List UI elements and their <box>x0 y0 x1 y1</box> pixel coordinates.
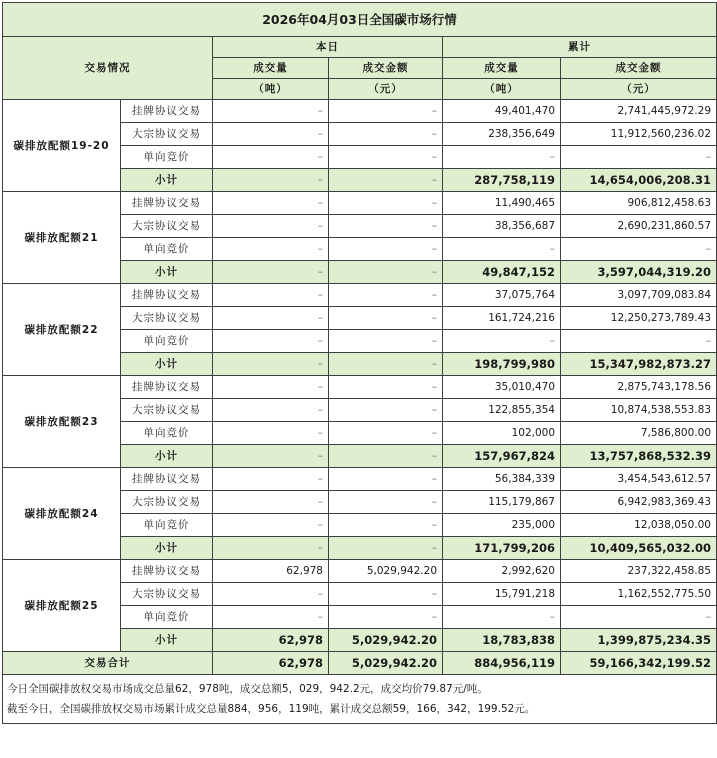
today-volume-cell: – <box>213 284 329 307</box>
subtotal-label: 小计 <box>121 445 213 468</box>
cumulative-volume-cell: 287,758,119 <box>443 169 561 192</box>
today-volume-cell: – <box>213 583 329 606</box>
cumulative-amount-cell: 1,399,875,234.35 <box>561 629 717 652</box>
cumulative-amount-cell: 2,690,231,860.57 <box>561 215 717 238</box>
cumulative-amount-cell: 10,409,565,032.00 <box>561 537 717 560</box>
today-amount-cell: – <box>329 169 443 192</box>
group-name-cell: 碳排放配额21 <box>3 192 121 284</box>
trade-type-cell: 单向竞价 <box>121 514 213 537</box>
today-amount-cell: – <box>329 514 443 537</box>
today-volume-cell: – <box>213 399 329 422</box>
today-volume-cell: – <box>213 376 329 399</box>
cumulative-volume-cell: 2,992,620 <box>443 560 561 583</box>
total-row <box>3 652 717 675</box>
trade-type-cell: 挂牌协议交易 <box>121 468 213 491</box>
cumulative-amount-cell: 14,654,006,208.31 <box>561 169 717 192</box>
today-amount-unit: （元） <box>329 79 443 100</box>
today-volume-cell: – <box>213 123 329 146</box>
cumulative-volume-cell: 161,724,216 <box>443 307 561 330</box>
today-volume-cell: – <box>213 100 329 123</box>
group-name-cell: 碳排放配额19-20 <box>3 100 121 192</box>
subtotal-label: 小计 <box>121 537 213 560</box>
cumulative-amount-cell: 13,757,868,532.39 <box>561 445 717 468</box>
cumulative-volume-cell: 35,010,470 <box>443 376 561 399</box>
today-amount-cell: – <box>329 215 443 238</box>
today-volume-cell: – <box>213 606 329 629</box>
table-row <box>3 468 717 491</box>
trade-type-cell: 单向竞价 <box>121 146 213 169</box>
cumulative-amount-cell: 6,942,983,369.43 <box>561 491 717 514</box>
trade-type-cell: 挂牌协议交易 <box>121 100 213 123</box>
cumulative-amount-cell: 11,912,560,236.02 <box>561 123 717 146</box>
today-amount-cell: – <box>329 330 443 353</box>
today-amount-cell: – <box>329 123 443 146</box>
today-amount-cell: – <box>329 307 443 330</box>
today-volume-cell: – <box>213 146 329 169</box>
trade-type-cell: 大宗协议交易 <box>121 399 213 422</box>
cumulative-amount-cell: 237,322,458.85 <box>561 560 717 583</box>
today-amount-cell: – <box>329 146 443 169</box>
cumulative-amount-cell: 12,250,273,789.43 <box>561 307 717 330</box>
cumulative-amount-cell: 906,812,458.63 <box>561 192 717 215</box>
cumulative-amount-cell: – <box>561 606 717 629</box>
cumulative-amount-cell: 7,586,800.00 <box>561 422 717 445</box>
today-volume-cell: – <box>213 514 329 537</box>
today-volume-cell: 62,978 <box>213 629 329 652</box>
today-amount-cell: – <box>329 491 443 514</box>
cumulative-volume-cell: 38,356,687 <box>443 215 561 238</box>
cumulative-volume-cell: 238,356,649 <box>443 123 561 146</box>
trade-type-cell: 单向竞价 <box>121 422 213 445</box>
trade-type-cell: 挂牌协议交易 <box>121 284 213 307</box>
cumulative-volume-cell: 122,855,354 <box>443 399 561 422</box>
today-amount-cell: – <box>329 583 443 606</box>
today-amount-cell: – <box>329 468 443 491</box>
today-amount-cell: – <box>329 537 443 560</box>
table-row <box>3 376 717 399</box>
today-amount-cell: – <box>329 100 443 123</box>
today-volume-cell: – <box>213 238 329 261</box>
today-amount-cell: – <box>329 284 443 307</box>
cumulative-volume-cell: 171,799,206 <box>443 537 561 560</box>
cumulative-volume-header: 成交量 <box>443 58 561 79</box>
cumulative-volume-cell: 49,401,470 <box>443 100 561 123</box>
summary-notes <box>3 675 717 724</box>
cumulative-volume-unit: （吨） <box>443 79 561 100</box>
cumulative-amount-unit: （元） <box>561 79 717 100</box>
cumulative-volume-cell: 15,791,218 <box>443 583 561 606</box>
today-header: 本日 <box>213 37 443 58</box>
today-volume-cell: – <box>213 468 329 491</box>
trade-type-cell: 挂牌协议交易 <box>121 192 213 215</box>
cumulative-volume-cell: 115,179,867 <box>443 491 561 514</box>
trade-type-cell: 挂牌协议交易 <box>121 560 213 583</box>
today-amount-cell: 5,029,942.20 <box>329 560 443 583</box>
total-today-volume: 62,978 <box>213 652 329 675</box>
group-name-cell: 碳排放配额22 <box>3 284 121 376</box>
cumulative-amount-cell: 10,874,538,553.83 <box>561 399 717 422</box>
cumulative-volume-cell: 56,384,339 <box>443 468 561 491</box>
table-title: 2026年04月03日全国碳市场行情 <box>3 3 717 37</box>
cumulative-amount-cell: 1,162,552,775.50 <box>561 583 717 606</box>
trade-type-cell: 挂牌协议交易 <box>121 376 213 399</box>
today-amount-cell: – <box>329 376 443 399</box>
group-name-cell: 碳排放配额25 <box>3 560 121 652</box>
cumulative-volume-cell: – <box>443 146 561 169</box>
subtotal-label: 小计 <box>121 261 213 284</box>
today-volume-cell: – <box>213 169 329 192</box>
cumulative-volume-cell: 235,000 <box>443 514 561 537</box>
total-today-amount: 5,029,942.20 <box>329 652 443 675</box>
trade-type-cell: 单向竞价 <box>121 606 213 629</box>
cumulative-amount-cell: 2,875,743,178.56 <box>561 376 717 399</box>
today-volume-cell: – <box>213 422 329 445</box>
today-amount-cell: – <box>329 606 443 629</box>
today-amount-cell: 5,029,942.20 <box>329 629 443 652</box>
trade-type-cell: 大宗协议交易 <box>121 307 213 330</box>
today-amount-cell: – <box>329 353 443 376</box>
today-amount-cell: – <box>329 445 443 468</box>
cumulative-volume-cell: – <box>443 238 561 261</box>
table-row <box>3 560 717 583</box>
cumulative-amount-cell: – <box>561 330 717 353</box>
today-volume-cell: – <box>213 215 329 238</box>
subtotal-label: 小计 <box>121 353 213 376</box>
today-amount-cell: – <box>329 261 443 284</box>
subtotal-label: 小计 <box>121 169 213 192</box>
today-volume-cell: – <box>213 330 329 353</box>
summary-note-line: 今日全国碳排放权交易市场成交总量62，978吨，成交总额5，029，942.2元，成交均价79.87元/吨。 <box>7 683 488 695</box>
trade-type-cell: 大宗协议交易 <box>121 215 213 238</box>
cumulative-volume-cell: – <box>443 330 561 353</box>
total-cumulative-amount: 59,166,342,199.52 <box>561 652 717 675</box>
table-row <box>3 192 717 215</box>
notes-row <box>3 675 717 724</box>
cumulative-amount-cell: – <box>561 146 717 169</box>
cumulative-amount-cell: – <box>561 238 717 261</box>
today-volume-cell: – <box>213 261 329 284</box>
total-label: 交易合计 <box>3 652 213 675</box>
trade-type-cell: 大宗协议交易 <box>121 583 213 606</box>
group-name-cell: 碳排放配额24 <box>3 468 121 560</box>
today-volume-cell: – <box>213 491 329 514</box>
trade-type-cell: 单向竞价 <box>121 238 213 261</box>
today-volume-header: 成交量 <box>213 58 329 79</box>
table-row <box>3 284 717 307</box>
today-amount-cell: – <box>329 399 443 422</box>
subtotal-label: 小计 <box>121 629 213 652</box>
total-cumulative-volume: 884,956,119 <box>443 652 561 675</box>
cumulative-header: 累计 <box>443 37 717 58</box>
today-amount-cell: – <box>329 238 443 261</box>
today-volume-cell: – <box>213 307 329 330</box>
cumulative-volume-cell: 11,490,465 <box>443 192 561 215</box>
cumulative-amount-cell: 2,741,445,972.29 <box>561 100 717 123</box>
category-header: 交易情况 <box>3 37 213 100</box>
cumulative-amount-cell: 3,454,543,612.57 <box>561 468 717 491</box>
table-row <box>3 100 717 123</box>
cumulative-volume-cell: 157,967,824 <box>443 445 561 468</box>
today-volume-cell: – <box>213 537 329 560</box>
cumulative-amount-header: 成交金额 <box>561 58 717 79</box>
today-volume-unit: （吨） <box>213 79 329 100</box>
cumulative-amount-cell: 3,097,709,083.84 <box>561 284 717 307</box>
cumulative-amount-cell: 12,038,050.00 <box>561 514 717 537</box>
summary-note-line: 截至今日，全国碳排放权交易市场累计成交总量884，956，119吨，累计成交总额59，166，342，199.52元。 <box>7 703 536 715</box>
today-amount-cell: – <box>329 192 443 215</box>
cumulative-amount-cell: 15,347,982,873.27 <box>561 353 717 376</box>
cumulative-volume-cell: 198,799,980 <box>443 353 561 376</box>
today-volume-cell: – <box>213 192 329 215</box>
group-name-cell: 碳排放配额23 <box>3 376 121 468</box>
carbon-market-table <box>2 2 717 724</box>
cumulative-volume-cell: 18,783,838 <box>443 629 561 652</box>
today-volume-cell: – <box>213 353 329 376</box>
cumulative-volume-cell: 49,847,152 <box>443 261 561 284</box>
cumulative-volume-cell: 102,000 <box>443 422 561 445</box>
today-volume-cell: 62,978 <box>213 560 329 583</box>
cumulative-amount-cell: 3,597,044,319.20 <box>561 261 717 284</box>
today-volume-cell: – <box>213 445 329 468</box>
today-amount-header: 成交金额 <box>329 58 443 79</box>
trade-type-cell: 单向竞价 <box>121 330 213 353</box>
cumulative-volume-cell: 37,075,764 <box>443 284 561 307</box>
today-amount-cell: – <box>329 422 443 445</box>
trade-type-cell: 大宗协议交易 <box>121 491 213 514</box>
cumulative-volume-cell: – <box>443 606 561 629</box>
trade-type-cell: 大宗协议交易 <box>121 123 213 146</box>
